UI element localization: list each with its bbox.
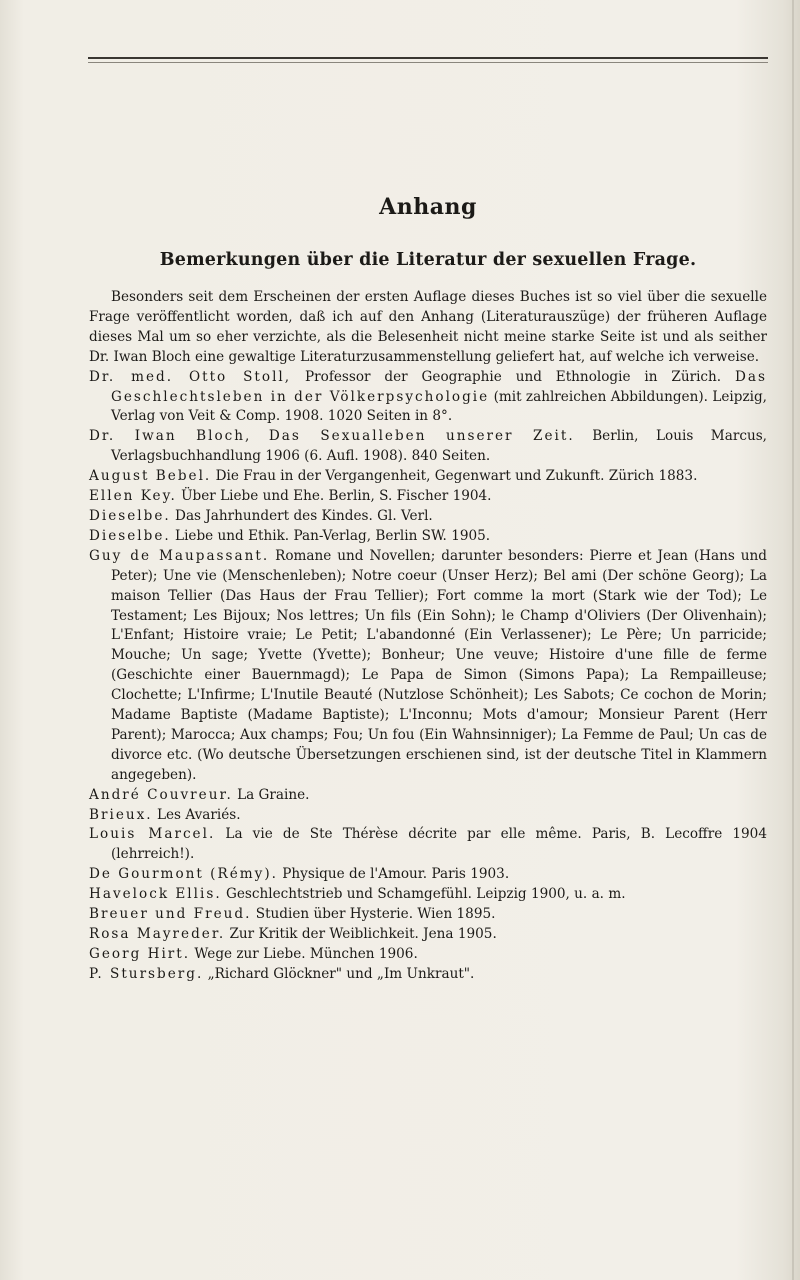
bibliography-entry	[89, 945, 767, 965]
entry-text	[251, 428, 269, 444]
entry-text: Über Liebe und Ehe. Berlin, S. Fischer 1904.	[176, 488, 492, 505]
bibliography-entry	[89, 965, 767, 985]
entry-author: Dieselbe.	[89, 527, 171, 544]
entry-author: Havelock Ellis.	[89, 886, 222, 903]
top-rule	[88, 57, 768, 59]
entry-author: Georg Hirt.	[89, 945, 191, 962]
entry-author: Dieselbe.	[89, 507, 171, 524]
entry-rest: Berlin, Louis Marcus, Verlagsbuchhandlung 1906 (6. Aufl. 1908). 840 Seiten.	[111, 428, 767, 465]
entry-author: Breuer und Freud.	[89, 906, 252, 923]
bibliography-entry	[89, 507, 767, 527]
entry-author: Ellen Key.	[89, 488, 177, 505]
entry-text: La Graine.	[232, 786, 310, 803]
section-heading: Bemerkungen über die Literatur der sexuellen Frage.	[159, 250, 697, 270]
entry-author: Dr. med. Otto Stoll,	[89, 368, 292, 385]
page-edge	[792, 0, 794, 1280]
entry-text: Die Frau in der Vergangenheit, Gegenwart und Zukunft. Zürich 1883.	[211, 468, 698, 485]
entry-author: Dr. Iwan Bloch,	[89, 428, 252, 445]
entry-author: P. Stursberg.	[89, 965, 204, 982]
bibliography-entry	[89, 547, 767, 786]
entry-text: Geschlechtstrieb und Schamgefühl. Leipzig 1900, u. a. m.	[221, 886, 626, 903]
entry-title: Das Sexualleben unserer Zeit.	[268, 428, 575, 445]
entry-text: Wege zur Liebe. München 1906.	[190, 945, 418, 962]
entry-author: Guy de Maupassant.	[89, 547, 270, 564]
bibliography-entry	[89, 806, 767, 826]
entry-text: Physique de l'Amour. Paris 1903.	[277, 866, 510, 883]
chapter-heading: Anhang	[379, 194, 477, 220]
bibliography-entry	[89, 487, 767, 507]
entry-text: Das Jahrhundert des Kindes. Gl. Verl.	[170, 507, 433, 524]
bibliography-entry	[89, 427, 767, 467]
entry-author: Brieux.	[89, 806, 153, 823]
bibliography-entry	[89, 825, 767, 865]
bibliography-entry	[89, 925, 767, 945]
entry-text: „Richard Glöckner" und „Im Unkraut".	[203, 965, 475, 982]
bibliography-entry	[89, 905, 767, 925]
bibliography-entry	[89, 527, 767, 547]
entry-rest: (mit zahlreichen Abbildungen). Leipzig, Verlag von Veit & Comp. 1908. 1020 Seiten in 8°.	[111, 388, 767, 425]
entry-author: Louis Marcel.	[89, 826, 216, 843]
bibliography-entry	[89, 368, 767, 428]
entry-title: Das Geschlechtsleben in der Völkerpsychologie	[111, 368, 767, 405]
entry-text: Studien über Hysterie. Wien 1895.	[251, 906, 496, 923]
entry-author: Rosa Mayreder.	[89, 926, 226, 942]
intro-paragraph: Besonders seit dem Erscheinen der ersten Auflage dieses Buches ist so viel über die sexuelle Frage veröffentlicht worden, daß ich auf den Anhang (Literaturauszüge) der früheren Auflage dieses Mal um so eher verzichte, als die Belesenheit nicht meine starke Seite ist und als seither Dr. Iwan Bloch eine gewaltige Literaturzusammenstellung geliefert hat, auf welche ich verweise.	[89, 289, 767, 365]
entry-text: Professor der Geographie und Ethnologie in Zürich.	[291, 368, 736, 385]
entry-text: Liebe und Ethik. Pan-Verlag, Berlin SW. 1905.	[170, 527, 491, 544]
entry-author: August Bebel.	[89, 468, 212, 485]
bibliography-entry	[89, 885, 767, 905]
entry-text: Zur Kritik der Weiblichkeit. Jena 1905.	[225, 926, 497, 942]
entry-text: Romane und Novellen; darunter besonders: Pierre et Jean (Hans und Peter); Une vie (Menschenleben); Notre coeur (Unser Herz); Bel ami (Der schöne Georg); La maison Tellier (Das Haus der Frau Tellier); Fort comme la mort (Stark wie der Tod); Le Testament; Les Bijoux; Nos lettres; Un fils (Ein Sohn); le Champ d'Oliviers (Der Olivenhain); L'Enfant; Histoire vraie; Le Petit; L'abandonné (Ein Verlassener); Le Père; Un parricide; Mouche; Un sage; Yvette (Yvette); Bonheur; Une veuve; Histoire d'une fille de ferme (Geschichte einer Bauernmagd); Le Papa de Simon (Simons Papa); La Rempailleuse; Clochette; L'Infirme; L'Inutile Beauté (Nutzlose Schönheit); Les Sabots; Ce cochon de Morin; Madame Baptiste (Madame Baptiste); L'Inconnu; Mots d'amour; Monsieur Parent (Herr Parent); Marocca; Aux champs; Fou; Un fou (Ein Wahnsinniger); La Femme de Paul; Un cas de divorce etc. (Wo deutsche Übersetzungen erschienen sind, ist der deutsche Titel in Klammern angegeben).	[111, 547, 767, 783]
bibliography-entry	[89, 786, 767, 806]
entry-text: Les Avariés.	[152, 806, 241, 823]
bibliography-list	[89, 368, 767, 985]
entry-author: André Couvreur.	[89, 786, 233, 803]
bibliography-entry	[89, 865, 767, 885]
top-rule-thin	[88, 62, 768, 63]
bibliography-entry	[89, 467, 767, 487]
entry-text: La vie de Ste Thérèse décrite par elle même. Paris, B. Lecoffre 1904 (lehrreich!).	[111, 826, 767, 863]
body-text	[89, 288, 767, 985]
entry-author: De Gourmont (Rémy).	[89, 866, 278, 883]
